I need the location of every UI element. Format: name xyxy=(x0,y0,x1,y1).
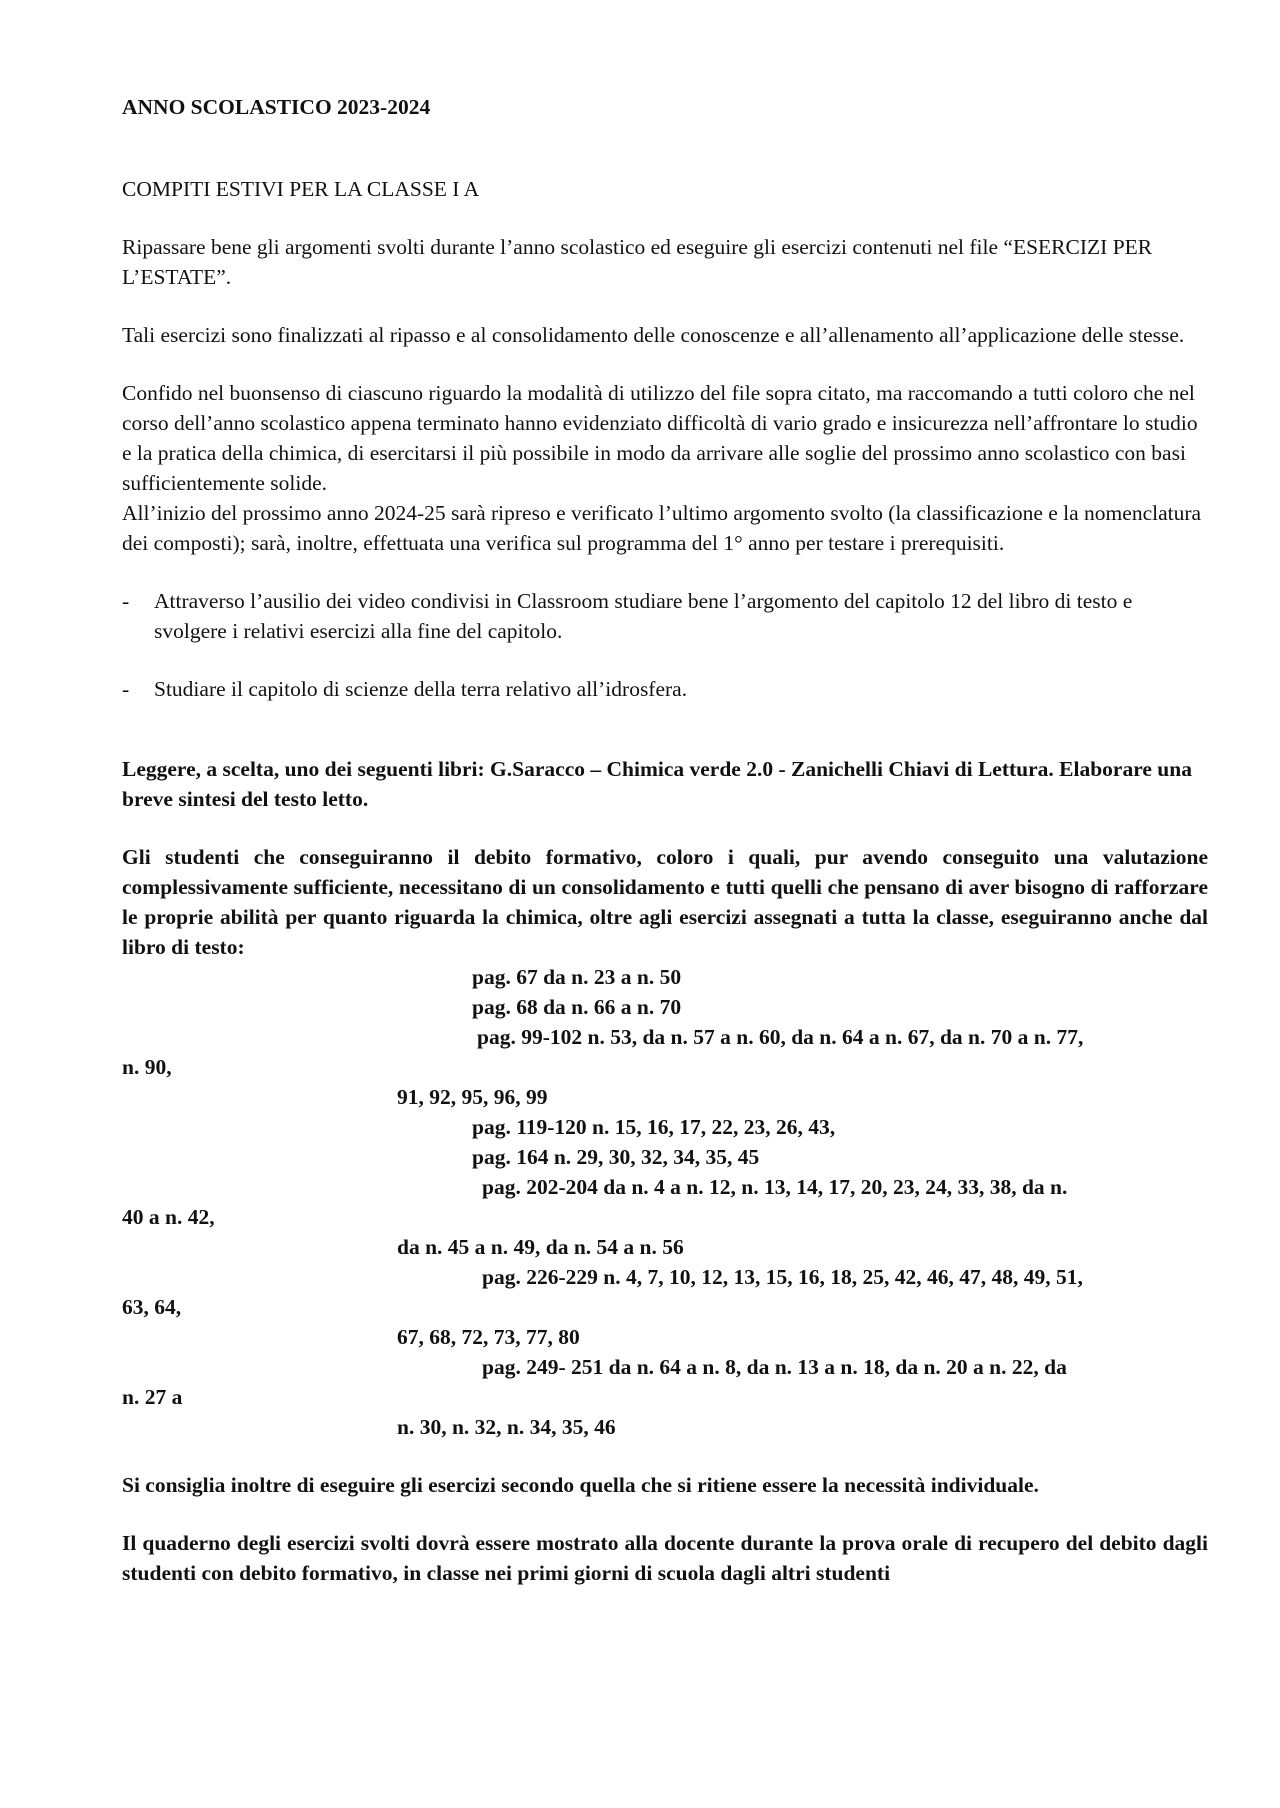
exercise-line: pag. 68 da n. 66 a n. 70 xyxy=(472,995,682,1019)
exercise-line: 63, 64, xyxy=(122,1295,182,1319)
exercise-line: n. 30, n. 32, n. 34, 35, 46 xyxy=(397,1415,616,1439)
exercise-line: 91, 92, 95, 96, 99 xyxy=(397,1085,548,1109)
bullet-text: Studiare il capitolo di scienze della terra relativo all’idrosfera. xyxy=(154,677,688,701)
advice-paragraph: Si consiglia inoltre di eseguire gli esercizi secondo quella che si ritiene essere la necessità individuale. xyxy=(122,1473,1039,1497)
paragraph-advice-common-sense: Confido nel buonsenso di ciascuno riguardo la modalità di utilizzo del file sopra citato, ma raccomando a tutti coloro che nel corso dell’anno scolastico appena terminato hanno evidenziato difficoltà di vario grado e insicurezza nell’affrontare lo studio e la pratica della chimica, di esercitarsi il più possibile in modo da arrivare alle soglie del prossimo anno scolastico con basi sufficientemente solide. xyxy=(122,381,1198,495)
document-content xyxy=(122,92,1208,1588)
paragraph-next-year: All’inizio del prossimo anno 2024-25 sarà ripreso e verificato l’ultimo argomento svolto (la classificazione e la nomenclatura dei composti); sarà, inoltre, effettuata una verifica sul programma del 1° anno per testare i prerequisiti. xyxy=(122,501,1202,555)
bullet-dash: - xyxy=(122,589,130,613)
exercise-line: pag. 119-120 n. 15, 16, 17, 22, 23, 26, 43, xyxy=(472,1115,836,1139)
exercise-line: 67, 68, 72, 73, 77, 80 xyxy=(397,1325,580,1349)
reading-assignment: Leggere, a scelta, uno dei seguenti libri: G.Saracco – Chimica verde 2.0 - Zanichelli Chiavi di Lettura. Elaborare una breve sintesi del testo letto. xyxy=(122,757,1192,811)
paragraph-review: Ripassare bene gli argomenti svolti durante l’anno scolastico ed eseguire gli esercizi contenuti nel file “ESERCIZI PER L’ESTATE”. xyxy=(122,235,1153,289)
exercise-line: n. 27 a xyxy=(122,1385,183,1409)
exercise-line: pag. 226-229 n. 4, 7, 10, 12, 13, 15, 16, 18, 25, 42, 46, 47, 48, 49, 51, xyxy=(482,1265,1083,1289)
notebook-paragraph: Il quaderno degli esercizi svolti dovrà essere mostrato alla docente durante la prova orale di recupero del debito dagli studenti con debito formativo, in classe nei primi giorni di scuola dagli altri studenti xyxy=(122,1531,1208,1585)
list-item xyxy=(122,674,1208,704)
bullet-dash: - xyxy=(122,677,130,701)
exercise-line: pag. 164 n. 29, 30, 32, 34, 35, 45 xyxy=(472,1145,760,1169)
exercise-line: pag. 249- 251 da n. 64 a n. 8, da n. 13 a n. 18, da n. 20 a n. 22, da xyxy=(482,1355,1067,1379)
document-subtitle: COMPITI ESTIVI PER LA CLASSE I A xyxy=(122,177,480,201)
exercise-line: n. 90, xyxy=(122,1055,172,1079)
paragraph-purpose: Tali esercizi sono finalizzati al ripasso e al consolidamento delle conoscenze e all’allenamento all’applicazione delle stesse. xyxy=(122,323,1185,347)
exercise-line: pag. 202-204 da n. 4 a n. 12, n. 13, 14, 17, 20, 23, 24, 33, 38, da n. xyxy=(482,1175,1068,1199)
debt-intro-paragraph: Gli studenti che conseguiranno il debito formativo, coloro i quali, pur avendo conseguito una valutazione complessivamente sufficiente, necessitano di un consolidamento e tutti quelli che pensano di aver bisogno di rafforzare le proprie abilità per quanto riguarda la chimica, oltre agli esercizi assegnati a tutta la classe, eseguiranno anche dal libro di testo: xyxy=(122,845,1208,959)
exercise-line: da n. 45 a n. 49, da n. 54 a n. 56 xyxy=(397,1235,684,1259)
list-item xyxy=(122,586,1208,646)
bullet-text: Attraverso l’ausilio dei video condivisi in Classroom studiare bene l’argomento del capitolo 12 del libro di testo e svolgere i relativi esercizi alla fine del capitolo. xyxy=(154,589,1133,643)
exercise-list xyxy=(122,962,1208,1442)
exercise-line: pag. 67 da n. 23 a n. 50 xyxy=(472,965,682,989)
document-title: ANNO SCOLASTICO 2023-2024 xyxy=(122,95,431,119)
exercise-line: pag. 99-102 n. 53, da n. 57 a n. 60, da n. 64 a n. 67, da n. 70 a n. 77, xyxy=(477,1025,1084,1049)
exercise-line: 40 a n. 42, xyxy=(122,1205,215,1229)
